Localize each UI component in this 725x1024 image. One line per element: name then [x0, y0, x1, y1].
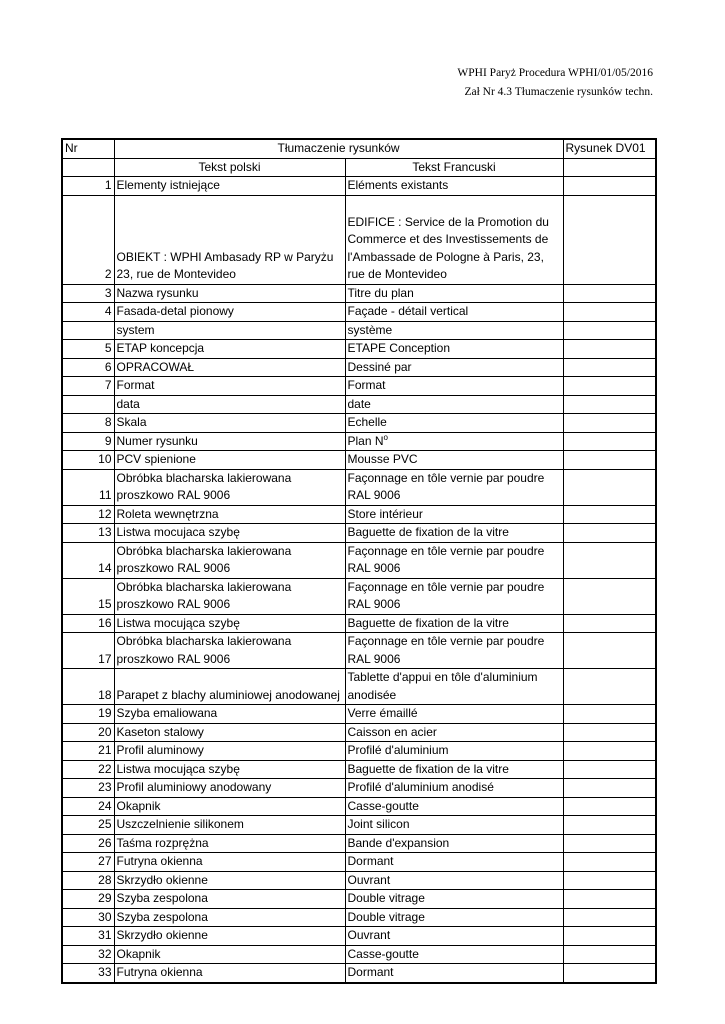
table-row [62, 451, 656, 470]
french-text-value: Titre du plan [347, 285, 414, 300]
french-text [345, 853, 563, 872]
table-header-row [62, 158, 656, 177]
french-text-value: Profilé d'aluminium [347, 743, 449, 757]
row-number [62, 303, 114, 322]
polish-text-value: Szyba emaliowana [116, 706, 218, 720]
french-text-value: Façade - détail vertical [347, 304, 469, 318]
polish-text-value: Obróbka blacharska lakierowana proszkowo RAL 9006 [116, 470, 292, 502]
polish-text [114, 524, 345, 543]
polish-text-value: Fasada-detal pionowy [116, 304, 234, 318]
row-number [62, 669, 114, 705]
row-number-value: 12 [98, 506, 112, 521]
row-number-value: 28 [98, 872, 112, 887]
drawing-cell [563, 358, 656, 377]
drawing-cell [563, 742, 656, 761]
french-text-value: Format [347, 378, 386, 392]
french-text-value: Casse-goutte [347, 946, 419, 961]
polish-text [114, 945, 345, 964]
table-row [62, 195, 656, 284]
polish-text [114, 358, 345, 377]
document-header-attachment: Zał Nr 4.3 Tłumaczenie rysunków techn. [464, 86, 653, 98]
drawing-cell [563, 945, 656, 964]
row-number [62, 945, 114, 964]
french-text [345, 797, 563, 816]
french-text [345, 890, 563, 909]
table-row [62, 395, 656, 414]
polish-text [114, 834, 345, 853]
row-number [62, 358, 114, 377]
french-text [345, 669, 563, 705]
polish-text-value: OBIEKT : WPHI Ambasady RP w Paryżu 23, rue de Montevideo [116, 249, 334, 281]
polish-text [114, 964, 345, 983]
drawing-cell [563, 284, 656, 303]
polish-text [114, 908, 345, 927]
french-text [345, 723, 563, 742]
row-number-value: 6 [104, 359, 112, 374]
row-number [62, 414, 114, 433]
row-number-value: 20 [98, 724, 112, 739]
french-text [345, 742, 563, 761]
polish-text [114, 451, 345, 470]
row-number [62, 871, 114, 890]
drawing-cell [563, 177, 656, 196]
drawing-cell [563, 195, 656, 284]
row-number-value: 26 [98, 835, 112, 850]
row-number-value: 31 [98, 928, 112, 942]
french-text [345, 908, 563, 927]
table-row [62, 853, 656, 872]
row-number [62, 723, 114, 742]
polish-text-value: OPRACOWAŁ [116, 359, 195, 374]
french-text [345, 614, 563, 633]
polish-text [114, 853, 345, 872]
polish-text [114, 377, 345, 396]
polish-text-value: ETAP koncepcja [116, 341, 205, 355]
table-row [62, 723, 656, 742]
table-row [62, 760, 656, 779]
french-text-value: Façonnage en tôle vernie par poudre RAL 9006 [347, 470, 545, 502]
polish-text [114, 927, 345, 946]
drawing-cell [563, 432, 656, 451]
row-number-value: 5 [104, 341, 112, 355]
polish-text-value: Okapnik [116, 798, 161, 813]
row-number-value: 17 [98, 651, 112, 666]
drawing-cell [563, 723, 656, 742]
row-number-value: 2 [104, 267, 112, 281]
polish-text-value: Profil aluminiowy anodowany [116, 780, 272, 794]
row-number-value: 23 [98, 780, 112, 794]
drawing-cell [563, 542, 656, 578]
column-header-polish: Tekst polski [114, 158, 345, 177]
document-header-procedure: WPHI Paryż Procedura WPHI/01/05/2016 [457, 67, 653, 79]
polish-text-value: Kaseton stalowy [116, 724, 204, 739]
row-number [62, 432, 114, 451]
row-number [62, 816, 114, 835]
polish-text-value: Roleta wewnętrzna [116, 506, 219, 521]
table-row [62, 524, 656, 543]
row-number [62, 578, 114, 614]
polish-text-value: Szyba zespolona [116, 909, 208, 924]
row-number [62, 633, 114, 669]
row-number-value: 1 [104, 178, 112, 192]
row-number [62, 524, 114, 543]
row-number [62, 614, 114, 633]
table-row [62, 469, 656, 505]
polish-text [114, 871, 345, 890]
table-row [62, 358, 656, 377]
column-header-drawing: Rysunek DV01 [563, 139, 656, 158]
french-text [345, 871, 563, 890]
polish-text [114, 760, 345, 779]
drawing-cell [563, 633, 656, 669]
french-text [345, 321, 563, 340]
polish-text [114, 395, 345, 414]
polish-text [114, 890, 345, 909]
table-row [62, 414, 656, 433]
table-row [62, 945, 656, 964]
french-text [345, 358, 563, 377]
row-number [62, 779, 114, 798]
polish-text [114, 705, 345, 724]
row-number [62, 927, 114, 946]
french-text-value: date [347, 396, 371, 411]
french-text [345, 284, 563, 303]
drawing-cell [563, 964, 656, 983]
row-number [62, 340, 114, 359]
french-text-value: EDIFICE : Service de la Promotion du Commerce et des Investissements de l'Ambassade de Pologne à Paris, 23, rue de Montevideo [347, 214, 549, 281]
row-number-value: 10 [98, 452, 112, 466]
polish-text [114, 797, 345, 816]
french-text [345, 395, 563, 414]
polish-text [114, 177, 345, 196]
table-row [62, 742, 656, 761]
french-text [345, 524, 563, 543]
polish-text-value: Listwa mocująca szybę [116, 761, 240, 776]
french-text-value: Dormant [347, 854, 394, 868]
table-title: Tłumaczenie rysunków [114, 139, 563, 158]
polish-text-value: Szyba zespolona [116, 891, 208, 905]
row-number [62, 321, 114, 340]
polish-text [114, 340, 345, 359]
row-number [62, 705, 114, 724]
french-text [345, 340, 563, 359]
table-row [62, 779, 656, 798]
row-number [62, 395, 114, 414]
polish-text [114, 542, 345, 578]
french-text-value: Baguette de fixation de la vitre [347, 525, 509, 539]
polish-text-value: Format [116, 378, 155, 392]
french-text-value: Ouvrant [347, 872, 391, 887]
drawing-cell [563, 669, 656, 705]
french-text-value: Eléments existants [347, 178, 449, 192]
table-row [62, 377, 656, 396]
french-text-value: Store intérieur [347, 506, 423, 521]
drawing-cell [563, 578, 656, 614]
drawing-cell [563, 871, 656, 890]
drawing-cell [563, 816, 656, 835]
polish-text-value: Nazwa rysunku [116, 285, 199, 300]
table-row [62, 284, 656, 303]
drawing-cell [563, 614, 656, 633]
french-text [345, 834, 563, 853]
table-row [62, 505, 656, 524]
row-number-value: 13 [98, 525, 112, 539]
row-number-value: 14 [98, 561, 112, 575]
polish-text-value: Profil aluminowy [116, 743, 204, 757]
drawing-cell [563, 705, 656, 724]
french-text-value: Dessiné par [347, 359, 412, 374]
drawing-cell [563, 505, 656, 524]
french-text-value: Verre émaillé [347, 706, 418, 720]
table-row [62, 340, 656, 359]
polish-text-value: Futryna okienna [116, 854, 203, 868]
french-text [345, 414, 563, 433]
polish-text-value: Obróbka blacharska lakierowana proszkowo RAL 9006 [116, 579, 292, 611]
drawing-cell [563, 340, 656, 359]
superscript-o: o [383, 432, 388, 442]
drawing-cell [563, 853, 656, 872]
french-text [345, 779, 563, 798]
french-text [345, 760, 563, 779]
polish-text [114, 321, 345, 340]
french-text [345, 469, 563, 505]
row-number-value: 32 [98, 946, 112, 961]
row-number-value: 15 [98, 597, 112, 611]
french-text-value: Profilé d'aluminium anodisé [347, 780, 494, 794]
drawing-cell [563, 303, 656, 322]
polish-text [114, 779, 345, 798]
polish-text [114, 742, 345, 761]
header-empty-cell [62, 158, 114, 177]
french-text-value: Echelle [347, 415, 387, 429]
row-number [62, 542, 114, 578]
table-row [62, 705, 656, 724]
column-header-french: Tekst Francuski [345, 158, 563, 177]
row-number [62, 195, 114, 284]
polish-text [114, 816, 345, 835]
row-number-value: 19 [98, 706, 112, 720]
table-row [62, 542, 656, 578]
french-text-value: Caisson en acier [347, 724, 437, 739]
polish-text-value: Listwa mocująca szybę [116, 615, 240, 630]
table-row [62, 908, 656, 927]
row-number [62, 505, 114, 524]
polish-text [114, 723, 345, 742]
translation-table [61, 138, 657, 984]
french-text [345, 177, 563, 196]
drawing-cell [563, 927, 656, 946]
row-number [62, 284, 114, 303]
row-number-value: 8 [104, 415, 112, 429]
french-text-value: Double vitrage [347, 891, 425, 905]
polish-text-value: Listwa mocujaca szybę [116, 525, 240, 539]
row-number [62, 469, 114, 505]
polish-text [114, 432, 345, 451]
french-text-value: Dormant [347, 965, 394, 979]
table-row [62, 927, 656, 946]
french-text-value: Bande d'expansion [347, 835, 450, 850]
row-number-value: 7 [104, 378, 112, 392]
polish-text [114, 303, 345, 322]
row-number-value: 16 [98, 615, 112, 630]
french-text-value: Ouvrant [347, 928, 391, 942]
polish-text-value: Okapnik [116, 946, 161, 961]
french-text [345, 195, 563, 284]
french-text [345, 542, 563, 578]
drawing-cell [563, 834, 656, 853]
french-text-value: ETAPE Conception [347, 341, 450, 355]
french-text [345, 451, 563, 470]
polish-text-value: Skrzydło okienne [116, 928, 208, 942]
french-text-value: Façonnage en tôle vernie par poudre RAL 9006 [347, 634, 545, 666]
table-row [62, 890, 656, 909]
french-text [345, 578, 563, 614]
row-number [62, 853, 114, 872]
row-number [62, 797, 114, 816]
drawing-cell [563, 890, 656, 909]
polish-text [114, 505, 345, 524]
table-row [62, 321, 656, 340]
table-row [62, 177, 656, 196]
french-text [345, 432, 563, 451]
polish-text [114, 669, 345, 705]
table-row [62, 871, 656, 890]
row-number-value: 22 [98, 761, 112, 776]
row-number-value: 18 [98, 687, 112, 702]
drawing-cell [563, 451, 656, 470]
row-number-value: 29 [98, 891, 112, 905]
french-text-value: Tablette d'appui en tôle d'aluminium anodisée [347, 670, 538, 702]
polish-text [114, 633, 345, 669]
drawing-cell [563, 414, 656, 433]
polish-text-value: PCV spienione [116, 452, 196, 466]
table-row [62, 797, 656, 816]
polish-text [114, 578, 345, 614]
polish-text-value: data [116, 396, 140, 411]
polish-text [114, 614, 345, 633]
row-number [62, 964, 114, 983]
french-text-value: Façonnage en tôle vernie par poudre RAL 9006 [347, 579, 545, 611]
polish-text-value: Skrzydło okienne [116, 872, 208, 887]
french-text-value: Façonnage en tôle vernie par poudre RAL 9006 [347, 543, 545, 575]
table-row [62, 432, 656, 451]
row-number-value: 24 [98, 798, 112, 813]
polish-text [114, 284, 345, 303]
french-text [345, 816, 563, 835]
french-text-value: système [347, 322, 393, 337]
drawing-cell [563, 760, 656, 779]
row-number-value: 27 [98, 854, 112, 868]
table-row [62, 614, 656, 633]
row-number-value: 4 [104, 304, 112, 318]
table-row [62, 669, 656, 705]
row-number-value: 11 [99, 488, 112, 502]
header-empty-cell [563, 158, 656, 177]
table-row [62, 578, 656, 614]
table-row [62, 816, 656, 835]
row-number [62, 834, 114, 853]
polish-text [114, 195, 345, 284]
french-text-value: Double vitrage [347, 909, 425, 924]
row-number [62, 908, 114, 927]
french-text [345, 945, 563, 964]
row-number-value: 33 [98, 965, 112, 979]
row-number [62, 890, 114, 909]
table-row [62, 834, 656, 853]
row-number-value: 21 [98, 743, 112, 757]
polish-text-value: Elementy istniejące [116, 178, 220, 192]
drawing-cell [563, 779, 656, 798]
table-row [62, 964, 656, 983]
french-text [345, 964, 563, 983]
drawing-cell [563, 908, 656, 927]
table-row [62, 633, 656, 669]
polish-text-value: Skala [116, 415, 147, 429]
french-text [345, 705, 563, 724]
row-number [62, 177, 114, 196]
polish-text-value: Obróbka blacharska lakierowana proszkowo RAL 9006 [116, 634, 292, 666]
french-text-value: Plan N [347, 433, 384, 448]
row-number [62, 760, 114, 779]
row-number [62, 377, 114, 396]
polish-text-value: Obróbka blacharska lakierowana proszkowo RAL 9006 [116, 543, 292, 575]
polish-text [114, 469, 345, 505]
row-number-value: 9 [104, 433, 112, 448]
row-number-value: 25 [98, 817, 112, 831]
polish-text-value: system [116, 322, 155, 337]
drawing-cell [563, 321, 656, 340]
drawing-cell [563, 395, 656, 414]
polish-text [114, 414, 345, 433]
row-number-value: 30 [98, 909, 112, 924]
table-row [62, 303, 656, 322]
polish-text-value: Numer rysunku [116, 433, 198, 448]
column-header-nr: Nr [62, 139, 114, 158]
french-text [345, 927, 563, 946]
drawing-cell [563, 524, 656, 543]
french-text [345, 303, 563, 322]
french-text [345, 377, 563, 396]
french-text [345, 505, 563, 524]
row-number [62, 742, 114, 761]
polish-text-value: Taśma rozprężna [116, 835, 209, 850]
french-text-value: Mousse PVC [347, 452, 418, 466]
row-number-value: 3 [104, 285, 112, 300]
french-text [345, 633, 563, 669]
table-title-row [62, 139, 656, 158]
polish-text-value: Uszczelnienie silikonem [116, 817, 244, 831]
french-text-value: Joint silicon [347, 817, 410, 831]
polish-text-value: Futryna okienna [116, 965, 203, 979]
french-text-value: Baguette de fixation de la vitre [347, 615, 509, 630]
polish-text-value: Parapet z blachy aluminiowej anodowanej [116, 687, 340, 702]
drawing-cell [563, 797, 656, 816]
french-text-value: Baguette de fixation de la vitre [347, 761, 509, 776]
drawing-cell [563, 469, 656, 505]
row-number [62, 451, 114, 470]
drawing-cell [563, 377, 656, 396]
french-text-value: Casse-goutte [347, 798, 419, 813]
